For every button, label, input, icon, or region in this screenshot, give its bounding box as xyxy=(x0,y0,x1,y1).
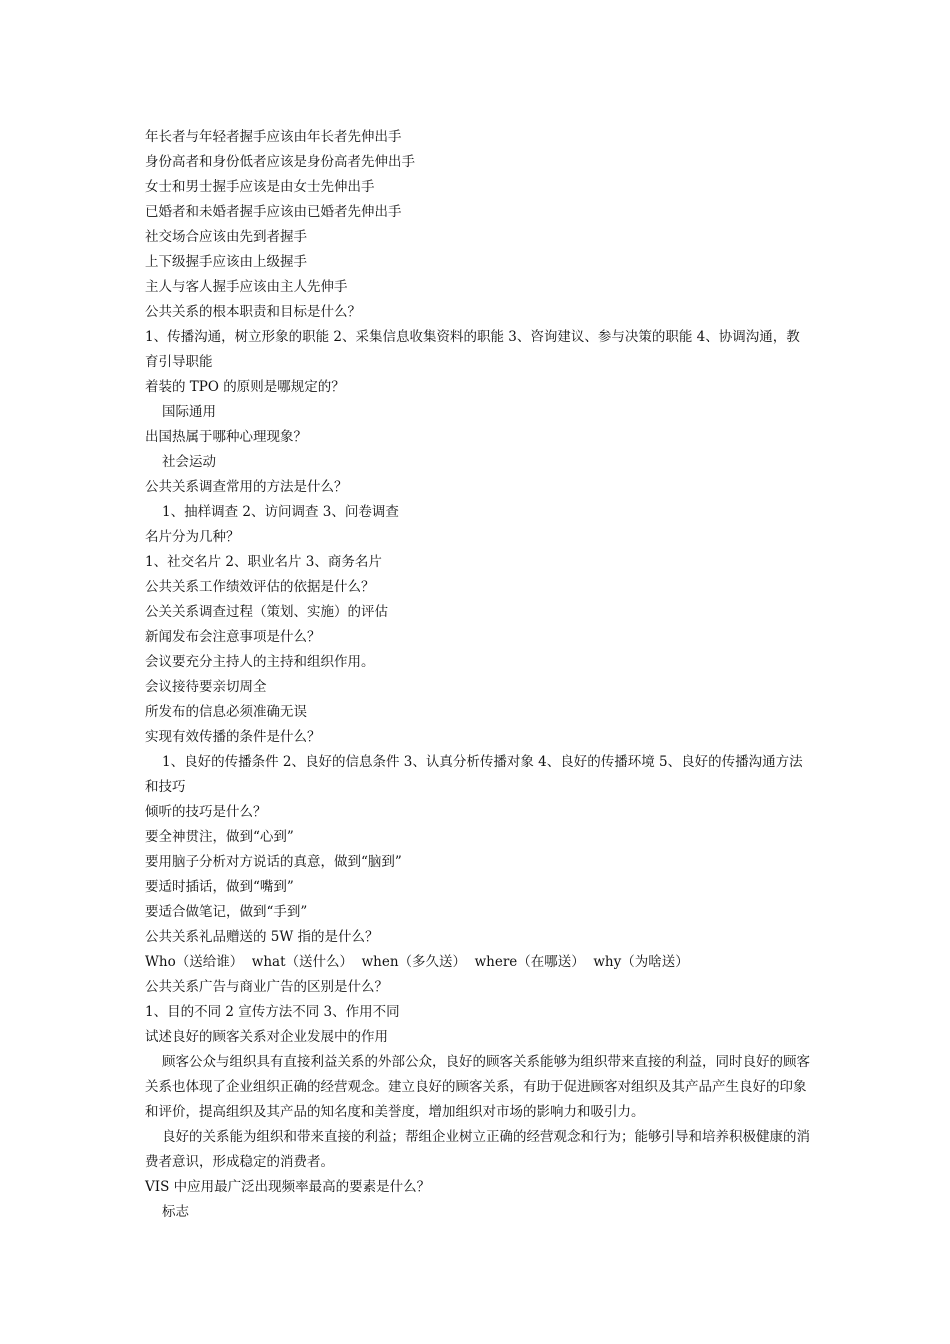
answer: 1、目的不同 2 宣传方法不同 3、作用不同 xyxy=(145,1004,400,1020)
answer: 1、良好的传播条件 2、良好的信息条件 3、认真分析传播对象 4、良好的传播环境 5、良好的传播沟通方法和技巧 xyxy=(145,754,803,795)
question: 公共关系礼品赠送的 5W 指的是什么？ xyxy=(145,929,379,945)
text-line: 女士和男士握手应该是由女士先伸出手 xyxy=(145,179,375,195)
answer: 要全神贯注，做到“心到” xyxy=(145,829,294,845)
answer: 社会运动 xyxy=(162,454,216,470)
answer: 要用脑子分析对方说话的真意，做到“脑到” xyxy=(145,854,402,870)
answer: 会议接待要亲切周全 xyxy=(145,679,267,695)
text-line: 已婚者和未婚者握手应该由已婚者先伸出手 xyxy=(145,204,402,220)
answer: 公关关系调查过程（策划、实施）的评估 xyxy=(145,604,388,620)
question: 公共关系的根本职责和目标是什么？ xyxy=(145,304,361,320)
question: 实现有效传播的条件是什么？ xyxy=(145,729,321,745)
document-body xyxy=(145,125,810,1225)
question: 名片分为几种？ xyxy=(145,529,240,545)
text-line: 上下级握手应该由上级握手 xyxy=(145,254,307,270)
question: 公共关系调查常用的方法是什么？ xyxy=(145,479,348,495)
answer: 要适合做笔记，做到“手到” xyxy=(145,904,308,920)
question: 公共关系工作绩效评估的依据是什么？ xyxy=(145,579,375,595)
text-line: 年长者与年轻者握手应该由年长者先伸出手 xyxy=(145,129,402,145)
answer: 会议要充分主持人的主持和组织作用。 xyxy=(145,654,375,670)
text-line: 身份高者和身份低者应该是身份高者先伸出手 xyxy=(145,154,415,170)
answer: 要适时插话，做到“嘴到” xyxy=(145,879,294,895)
question: 出国热属于哪种心理现象？ xyxy=(145,429,307,445)
answer: 1、传播沟通，树立形象的职能 2、采集信息收集资料的职能 3、咨询建议、参与决策的职能 4、协调沟通，教育引导职能 xyxy=(145,329,800,370)
answer: 顾客公众与组织具有直接利益关系的外部公众，良好的顾客关系能够为组织带来直接的利益，同时良好的顾客关系也体现了企业组织正确的经营观念。建立良好的顾客关系，有助于促进顾客对组织及其产品产生良好的印象和评价，提高组织及其产品的知名度和美誉度，增加组织对市场的影响力和吸引力。 xyxy=(145,1054,810,1120)
answer: 所发布的信息必须准确无误 xyxy=(145,704,307,720)
question: VIS 中应用最广泛出现频率最高的要素是什么？ xyxy=(145,1179,431,1195)
question: 试述良好的顾客关系对企业发展中的作用 xyxy=(145,1029,388,1045)
text-line: 主人与客人握手应该由主人先伸手 xyxy=(145,279,348,295)
answer: Who（送给谁） what（送什么） when（多久送） where（在哪送） why（为啥送） xyxy=(145,954,689,970)
question: 新闻发布会注意事项是什么？ xyxy=(145,629,321,645)
text-line: 社交场合应该由先到者握手 xyxy=(145,229,307,245)
answer: 1、社交名片 2、职业名片 3、商务名片 xyxy=(145,554,382,570)
answer: 1、抽样调查 2、访问调查 3、问卷调查 xyxy=(162,504,399,520)
answer: 国际通用 xyxy=(162,404,216,420)
question: 公共关系广告与商业广告的区别是什么？ xyxy=(145,979,388,995)
question: 倾听的技巧是什么？ xyxy=(145,804,267,820)
answer: 良好的关系能为组织和带来直接的利益；帮组企业树立正确的经营观念和行为；能够引导和培养积极健康的消费者意识，形成稳定的消费者。 xyxy=(145,1129,810,1170)
answer: 标志 xyxy=(162,1204,189,1220)
question: 着装的 TPO 的原则是哪规定的？ xyxy=(145,379,345,395)
